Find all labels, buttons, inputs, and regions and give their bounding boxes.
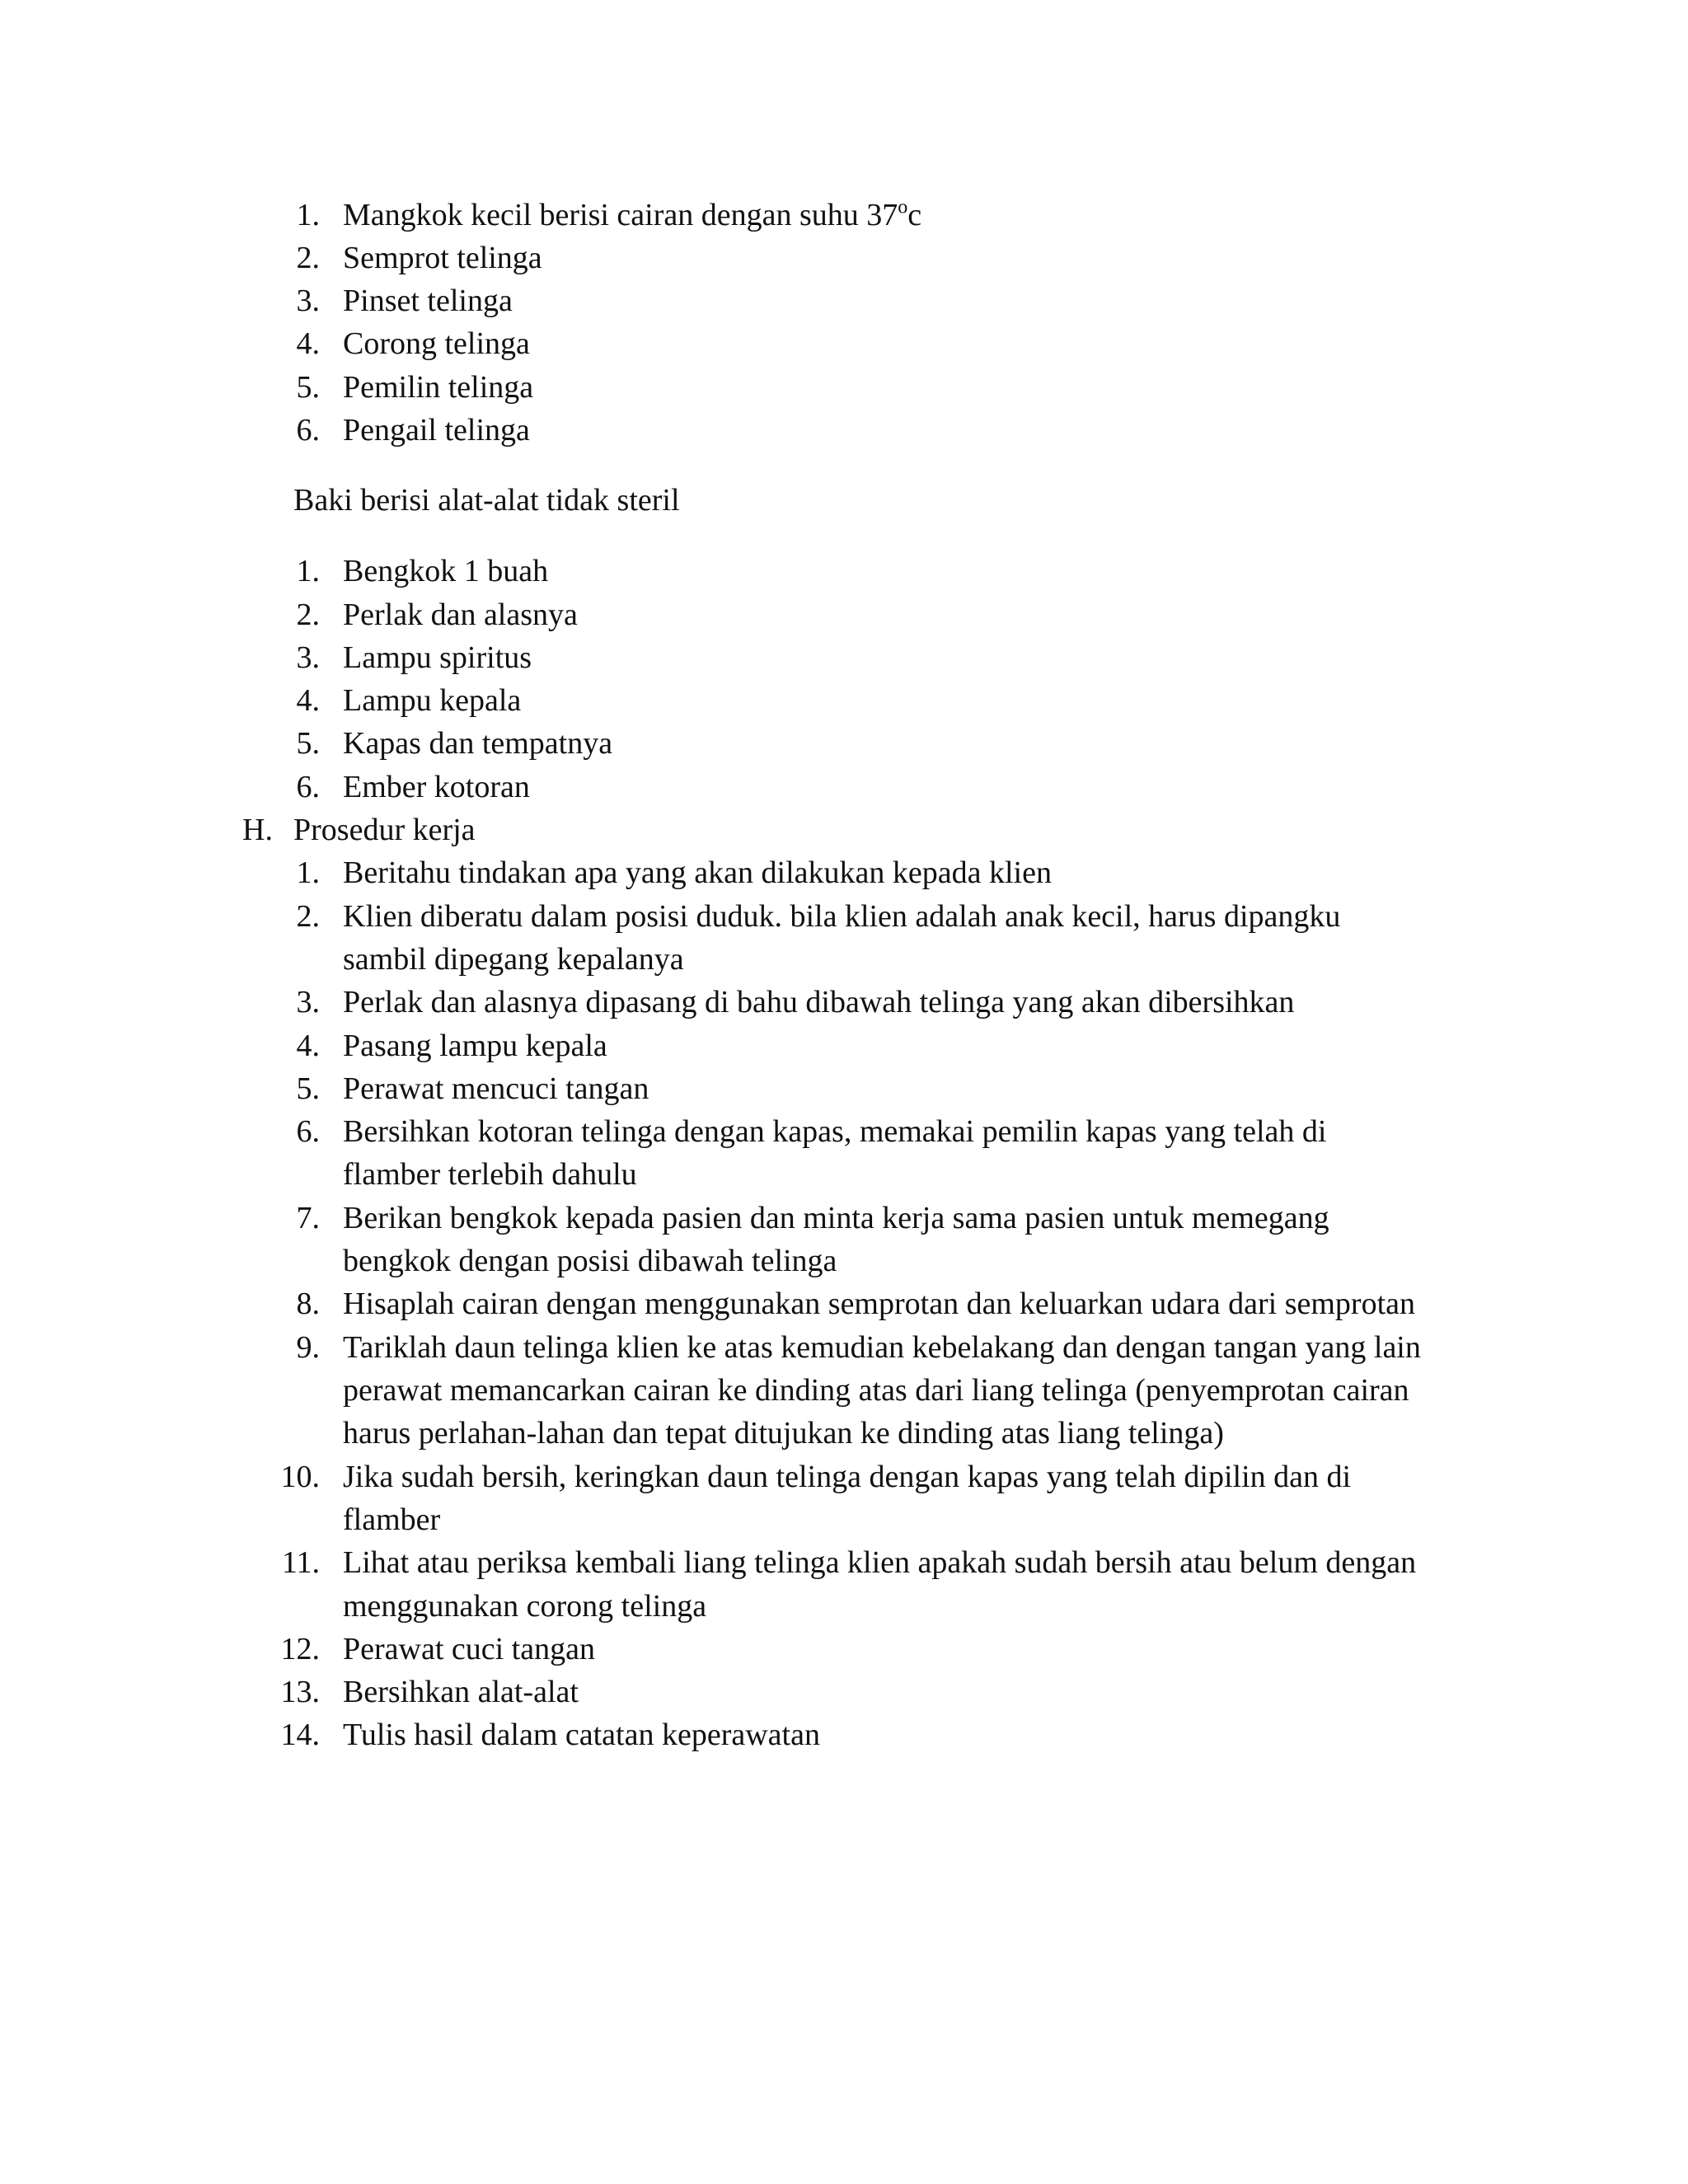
step-text-continued: sambil dipegang kepalanya	[343, 942, 684, 977]
step-number: 7.	[296, 1201, 320, 1235]
step-text: Hisaplah cairan dengan menggunakan semprotan dan keluarkan udara dari semprotan	[343, 1286, 1415, 1321]
list-item-text: Corong telinga	[343, 326, 530, 361]
list-item-number: 6.	[296, 413, 320, 448]
step-text: Beritahu tindakan apa yang akan dilakukan kepada klien	[343, 855, 1052, 890]
step-text: Tariklah daun telinga klien ke atas kemudian kebelakang dan dengan tangan yang lain	[343, 1330, 1421, 1365]
list-item-text: Semprot telinga	[343, 241, 542, 275]
step-number: 8.	[296, 1286, 320, 1321]
list-item-number: 2.	[296, 598, 320, 632]
step-number: 3.	[296, 985, 320, 1019]
list-item-text: Ember kotoran	[343, 770, 530, 804]
step-text: Perawat mencuci tangan	[343, 1071, 649, 1106]
list-item-number: 4.	[296, 326, 320, 361]
list-item-number: 4.	[296, 683, 320, 718]
step-text: Perlak dan alasnya dipasang di bahu dibawah telinga yang akan dibersihkan	[343, 985, 1295, 1019]
step-number: 6.	[296, 1114, 320, 1149]
step-number: 12.	[280, 1632, 320, 1666]
step-text-continued: harus perlahan-lahan dan tepat ditujukan ke dinding atas liang telinga)	[343, 1416, 1224, 1451]
step-number: 5.	[296, 1071, 320, 1106]
step-text: Bersihkan alat-alat	[343, 1675, 579, 1709]
step-text: Jika sudah bersih, keringkan daun telinga dengan kapas yang telah dipilin dan di	[343, 1460, 1352, 1494]
step-number: 13.	[280, 1675, 320, 1709]
step-text-continued: flamber terlebih dahulu	[343, 1157, 637, 1192]
list-item-text: Perlak dan alasnya	[343, 598, 578, 632]
step-text-continued: flamber	[343, 1502, 441, 1537]
list-item-text: Lampu kepala	[343, 683, 522, 718]
step-text: Lihat atau periksa kembali liang telinga klien apakah sudah bersih atau belum dengan	[343, 1545, 1417, 1580]
list-item-text: Mangkok kecil berisi cairan dengan suhu 37$^o$c	[343, 196, 922, 232]
section-letter: H.	[242, 813, 273, 847]
list-item-number: 2.	[296, 241, 320, 275]
degree-superscript: o	[898, 196, 908, 218]
step-text-continued: perawat memancarkan cairan ke dinding atas dari liang telinga (penyemprotan cairan	[343, 1373, 1409, 1408]
nonsterile-tray-heading: Baki berisi alat-alat tidak steril	[293, 483, 680, 518]
step-number: 10.	[280, 1460, 320, 1494]
step-text: Berikan bengkok kepada pasien dan minta kerja sama pasien untuk memegang	[343, 1201, 1329, 1235]
list-item-text: Kapas dan tempatnya	[343, 726, 613, 761]
list-item-number: 1.	[296, 198, 320, 232]
list-item-text: Pinset telinga	[343, 284, 513, 318]
list-item-number: 5.	[296, 370, 320, 405]
step-text-continued: bengkok dengan posisi dibawah telinga	[343, 1244, 837, 1278]
step-number: 2.	[296, 899, 320, 934]
step-text: Bersihkan kotoran telinga dengan kapas, memakai pemilin kapas yang telah di	[343, 1114, 1327, 1149]
section-title: Prosedur kerja	[293, 813, 476, 847]
step-number: 11.	[281, 1545, 320, 1580]
step-text: Pasang lampu kepala	[343, 1029, 607, 1063]
step-number: 9.	[296, 1330, 320, 1365]
list-item-text: Bengkok 1 buah	[343, 554, 549, 588]
list-item-number: 5.	[296, 726, 320, 761]
list-item-text: Pengail telinga	[343, 413, 530, 448]
step-text: Klien diberatu dalam posisi duduk. bila klien adalah anak kecil, harus dipangku	[343, 899, 1341, 934]
list-item-text: Pemilin telinga	[343, 370, 534, 405]
step-number: 1.	[296, 855, 320, 890]
list-item-number: 1.	[296, 554, 320, 588]
list-item-text: Lampu spiritus	[343, 640, 532, 675]
step-number: 4.	[296, 1029, 320, 1063]
list-item-number: 6.	[296, 770, 320, 804]
list-item-number: 3.	[296, 640, 320, 675]
step-text: Perawat cuci tangan	[343, 1632, 595, 1666]
step-text-continued: menggunakan corong telinga	[343, 1589, 707, 1624]
list-item-number: 3.	[296, 284, 320, 318]
step-text: Tulis hasil dalam catatan keperawatan	[343, 1718, 820, 1752]
step-number: 14.	[280, 1718, 320, 1752]
